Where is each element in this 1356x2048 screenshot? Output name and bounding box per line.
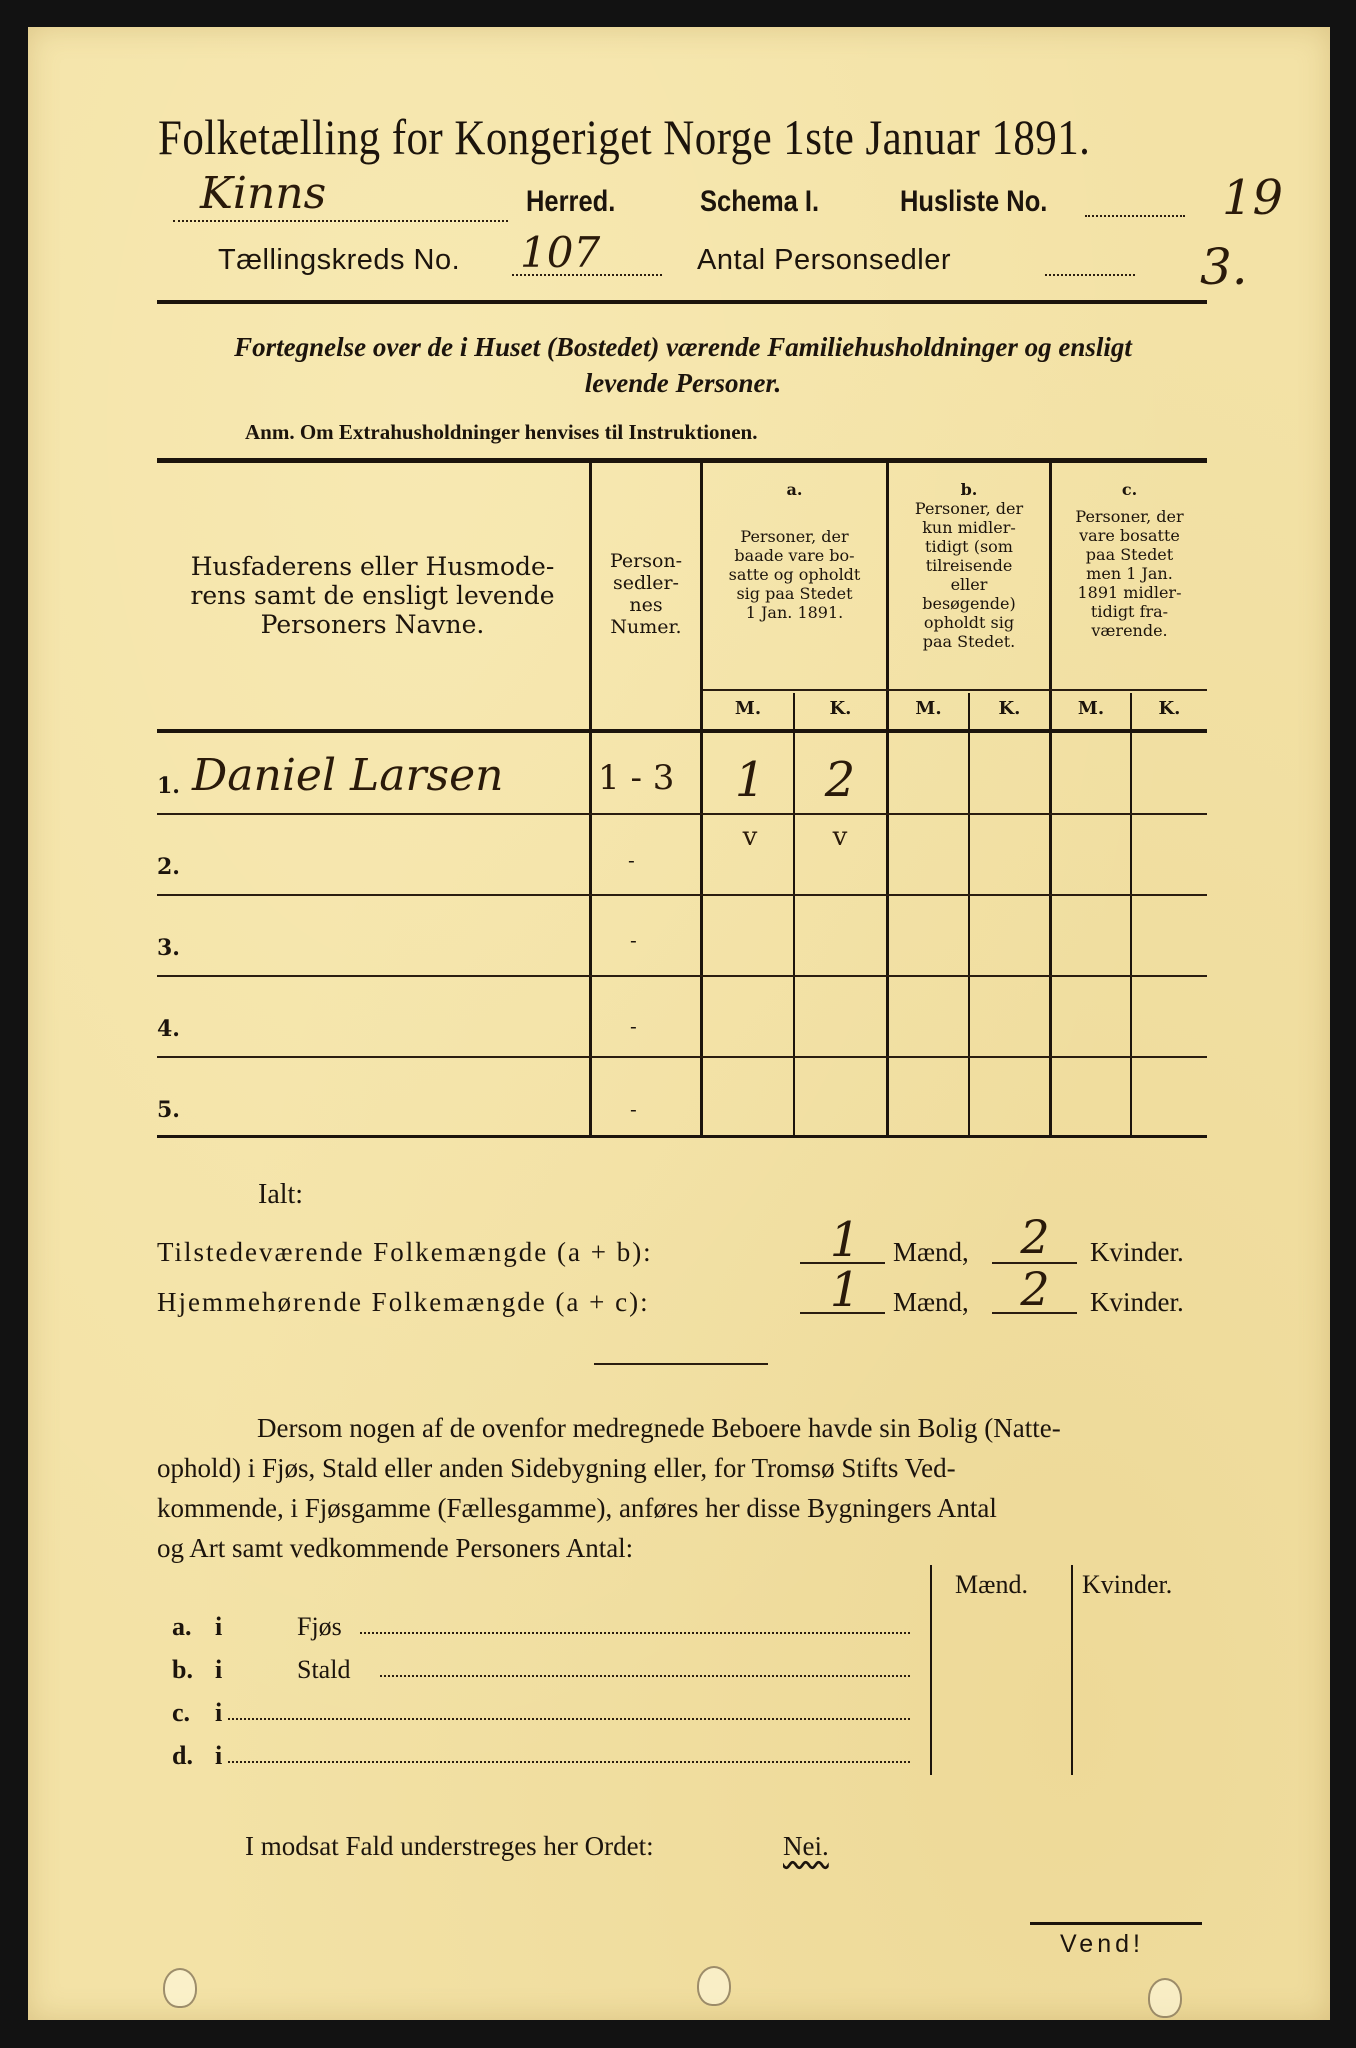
- sidebuildings-col-kvinder: Kvinder.: [1082, 1570, 1173, 1599]
- col-a-line: 1 Jan. 1891.: [745, 603, 844, 622]
- row-4-numer[interactable]: -: [630, 1014, 637, 1038]
- col-b-m: M.: [915, 698, 942, 719]
- col-divider-a-mk: [793, 693, 795, 1135]
- header-divider: [157, 300, 1207, 304]
- col-a-line: satte og opholdt: [728, 565, 861, 584]
- sidebuilding-b-prep: i: [215, 1655, 223, 1684]
- col-header-a: [703, 480, 886, 622]
- col-b-line: tilreisende: [925, 556, 1013, 575]
- tilstede-maend-value[interactable]: 1: [829, 1212, 861, 1268]
- sidebuilding-a-label: Fjøs: [297, 1612, 342, 1641]
- col-header-names: [160, 552, 585, 639]
- paragraph-line: Dersom nogen af de ovenfor medregnede Beboere havde sin Bolig (Natte-: [257, 1413, 1061, 1443]
- row-5-number: 5.: [157, 1097, 180, 1123]
- row-2-numer[interactable]: -: [628, 848, 635, 872]
- col-c-k: K.: [1158, 698, 1181, 719]
- col-header-numer-line: Person-: [609, 550, 683, 572]
- row-rule: [157, 975, 1207, 977]
- col-b-line: Personer, der: [914, 499, 1024, 518]
- sidebuildings-divider-2: [1071, 1565, 1073, 1775]
- sidebuilding-c-letter: c.: [172, 1698, 191, 1727]
- col-divider-c-mk: [1130, 693, 1132, 1135]
- hjemme-maend-label: Mænd,: [893, 1287, 969, 1317]
- col-b-line: tidigt (som: [925, 537, 1013, 556]
- row-2-a-k[interactable]: v: [832, 822, 848, 852]
- hjemme-maend-value[interactable]: 1: [829, 1262, 861, 1318]
- paragraph-line: ophold) i Fjøs, Stald eller anden Sidebygning eller, for Tromsø Stifts Ved-: [157, 1453, 956, 1483]
- row-2-a-m[interactable]: v: [742, 822, 758, 852]
- herred-label: Herred.: [526, 185, 616, 218]
- row-1-a-k[interactable]: 2: [824, 752, 856, 808]
- table-bottom-rule: [157, 1135, 1207, 1138]
- row-5-numer[interactable]: -: [630, 1097, 637, 1121]
- col-header-numer: [592, 550, 700, 638]
- punch-hole-icon: [697, 1966, 731, 2006]
- section-separator: [594, 1363, 768, 1365]
- herred-value: Kinns: [200, 168, 327, 219]
- col-header-names-line: rens samt de ensligt levende: [190, 581, 555, 610]
- tilstede-maend-label: Mænd,: [893, 1237, 969, 1267]
- intro-heading-line1: Fortegnelse over de i Huset (Bostedet) værende Familiehusholdninger og ensligt: [234, 332, 1132, 362]
- form-title: Folketælling for Kongeriget Norge 1ste Januar 1891.: [158, 109, 1091, 165]
- husliste-value: 19: [1222, 170, 1284, 226]
- row-1-number: 1.: [157, 773, 180, 799]
- col-a-m: M.: [734, 698, 762, 719]
- anm-note: Anm. Om Extrahusholdninger henvises til Instruktionen.: [245, 420, 758, 444]
- row-4-number: 4.: [157, 1016, 180, 1042]
- paragraph-line: og Art samt vedkommende Personers Antal:: [157, 1533, 634, 1563]
- col-header-b: [889, 480, 1049, 651]
- col-b-k: K.: [998, 698, 1021, 719]
- col-a-line: baade vare bo-: [734, 546, 855, 565]
- census-form-page: [28, 27, 1330, 2020]
- punch-hole-icon: [163, 1968, 197, 2008]
- row-rule: [157, 813, 1207, 815]
- sidebuilding-d-prep: i: [215, 1741, 223, 1770]
- sidebuildings-col-maend: Mænd.: [955, 1570, 1028, 1599]
- mk-subheader-rule: [703, 689, 1207, 691]
- husliste-field[interactable]: [1085, 205, 1185, 217]
- col-a-line: sig paa Stedet: [736, 584, 853, 603]
- col-header-numer-line: sedler-: [613, 572, 679, 594]
- vend-label: Vend!: [1060, 1930, 1144, 1958]
- intro-heading-line2: levende Personer.: [584, 368, 782, 398]
- hjemme-label: Hjemmehørende Folkemængde (a + c):: [157, 1287, 650, 1317]
- row-1-name[interactable]: Daniel Larsen: [192, 750, 504, 801]
- sidebuilding-b-letter: b.: [172, 1655, 193, 1684]
- col-b-line: besøgende): [922, 594, 1016, 613]
- antal-personsedler-label: Antal Personsedler: [697, 244, 952, 276]
- row-1-a-m[interactable]: 1: [734, 752, 766, 808]
- sidebuilding-d-letter: d.: [172, 1741, 193, 1770]
- sidebuilding-d-field[interactable]: [228, 1759, 910, 1763]
- row-rule: [157, 1056, 1207, 1058]
- taellingskreds-label: Tællingskreds No.: [218, 244, 461, 276]
- col-header-c: [1052, 480, 1207, 640]
- vend-rule: [1030, 1922, 1202, 1925]
- col-c-line: værende.: [1091, 621, 1168, 640]
- row-2-number: 2.: [157, 854, 180, 880]
- sidebuilding-a-letter: a.: [172, 1612, 192, 1641]
- hjemme-kvinder-value[interactable]: 2: [1020, 1262, 1050, 1316]
- antal-personsedler-field[interactable]: [1045, 266, 1135, 276]
- sidebuilding-b-field[interactable]: [380, 1673, 910, 1677]
- col-b-line: kun midler-: [922, 518, 1016, 537]
- col-a-letter: a.: [786, 480, 803, 499]
- col-c-letter: c.: [1121, 480, 1138, 499]
- col-header-names-line: Personers Navne.: [260, 610, 485, 639]
- col-b-line: paa Stedet.: [922, 632, 1016, 651]
- sidebuilding-c-field[interactable]: [228, 1716, 910, 1720]
- antal-personsedler-value: 3.: [1200, 238, 1248, 296]
- col-c-m: M.: [1077, 698, 1105, 719]
- col-header-names-line: Husfaderens eller Husmode-: [190, 552, 555, 581]
- negative-answer-nei[interactable]: Nei.: [783, 1831, 829, 1861]
- row-3-numer[interactable]: -: [630, 928, 637, 952]
- col-b-line: opholdt sig: [923, 613, 1015, 632]
- col-b-letter: b.: [960, 480, 978, 499]
- col-a-k: K.: [829, 698, 852, 719]
- taellingskreds-value: 107: [520, 228, 601, 277]
- sidebuilding-a-prep: i: [215, 1612, 223, 1641]
- negative-answer-text: I modsat Fald understreges her Ordet:: [245, 1831, 654, 1861]
- hjemme-kvinder-label: Kvinder.: [1090, 1287, 1184, 1317]
- tilstede-kvinder-label: Kvinder.: [1090, 1237, 1184, 1267]
- col-header-numer-line: nes: [629, 594, 663, 616]
- col-c-line: men 1 Jan.: [1086, 564, 1173, 583]
- row-rule: [157, 894, 1207, 896]
- row-3-number: 3.: [157, 935, 180, 961]
- sidebuildings-divider-1: [930, 1565, 932, 1775]
- col-c-line: 1891 midler-: [1077, 583, 1182, 602]
- sidebuilding-a-field[interactable]: [360, 1630, 910, 1634]
- col-divider-b-mk: [968, 693, 970, 1135]
- col-c-line: paa Stedet: [1085, 545, 1174, 564]
- ialt-label: Ialt:: [258, 1179, 304, 1210]
- schema-label: Schema I.: [700, 185, 820, 218]
- sidebuilding-c-prep: i: [215, 1698, 223, 1727]
- tilstede-kvinder-value[interactable]: 2: [1020, 1210, 1050, 1264]
- tilstede-label: Tilstedeværende Folkemængde (a + b):: [157, 1237, 653, 1267]
- col-header-numer-line: Numer.: [610, 616, 682, 638]
- punch-hole-icon: [1148, 1978, 1182, 2018]
- col-c-line: tidigt fra-: [1090, 602, 1169, 621]
- husliste-label: Husliste No.: [900, 185, 1048, 218]
- col-a-line: Personer, der: [740, 527, 849, 546]
- sidebuilding-b-label: Stald: [297, 1655, 351, 1684]
- col-c-line: Personer, der: [1075, 507, 1184, 526]
- paragraph-line: kommende, i Fjøsgamme (Fællesgamme), anføres her disse Bygningers Antal: [157, 1493, 997, 1523]
- col-b-line: eller: [950, 575, 988, 594]
- row-1-numer[interactable]: 1 - 3: [598, 758, 675, 798]
- sidebuildings-paragraph: [157, 1408, 1207, 1568]
- col-c-line: vare bosatte: [1079, 526, 1180, 545]
